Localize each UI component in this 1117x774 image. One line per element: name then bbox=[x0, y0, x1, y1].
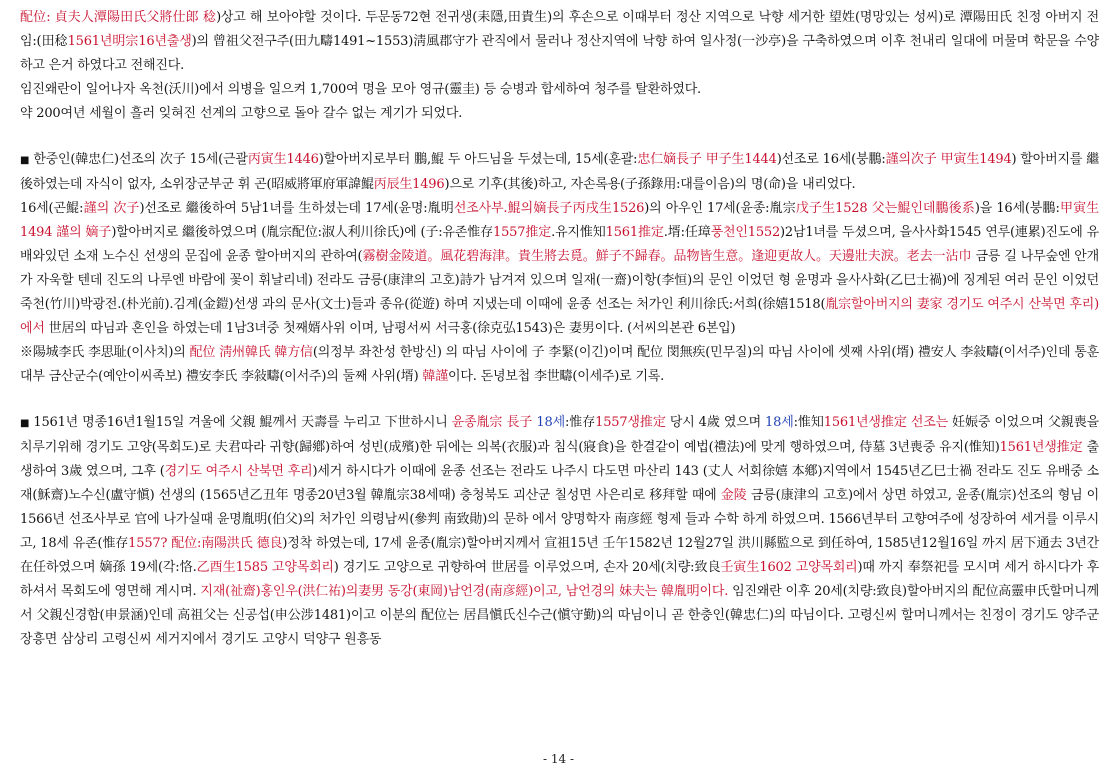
text-segment: 약 200여년 세월이 흘러 잊혀진 선계의 고향으로 돌아 갈수 없는 계기가 되었다. bbox=[20, 106, 463, 121]
paragraph-2 bbox=[20, 78, 1099, 102]
text-segment: .유지惟知 bbox=[551, 225, 606, 240]
text-segment: 1561推定 bbox=[605, 225, 664, 240]
text-segment: )의 아우인 17세(윤종:胤宗 bbox=[644, 201, 796, 216]
text-segment: )의 曾祖父전구주(田九疇1491~1553)淸風郡守가 관직에서 물러나 정산지역에 낙향 하여 일사정(一沙亭)을 구축하였으며 이후 천내리 일대에 머물며 학문을 수양하고 은거 하였다고 전해진다. bbox=[20, 34, 1099, 73]
text-segment: 金陵 bbox=[720, 488, 747, 503]
text-segment: 1557推定 bbox=[493, 225, 552, 240]
text-segment: 配位 淸州韓氏 韓方信 bbox=[189, 345, 313, 360]
text-segment: ※陽城李氏 李思耻(이사치)의 bbox=[20, 345, 190, 360]
paragraph-4 bbox=[20, 148, 1099, 197]
text-segment: :惟知 bbox=[793, 415, 824, 430]
text-segment: (의정부 좌찬성 한방신) 의 따님 사이에 子 李緊(이긴)이며 配位 閔無疾(민무질)의 따님 사이에 셋째 사위(壻) 禮安人 李敍疇(이서주)인데 통훈대부 금산군수(예안이씨족보) 禮安李氏 李敍疇(이서주)의 둘째 사위(壻) bbox=[20, 345, 1099, 384]
text-segment: 1557생推定 bbox=[595, 415, 666, 430]
text-segment: )선조로 16세(붕鵬: bbox=[776, 152, 886, 167]
text-segment: ) 경기도 고양으로 귀향하여 世居를 이루었으며, 손자 20세(치량:致良 bbox=[333, 560, 721, 575]
text-segment: )세거 하시다가 이때에 윤종 선조는 전라도 나주시 다도면 마산리 143 (丈人 서회徐嬉 本鄕)지역에서 1545년乙巳士禍 전라도 진도 유배중 소재(穌齋)노수신(盧守愼) 선생의 (1565년乙丑年 명종20년3월 韓胤宗38세때) 충청북도 괴산군 칠성면 사은리로 移拜할 때에 bbox=[20, 464, 1099, 503]
text-segment: 壬寅生1602 고양목회리 bbox=[720, 560, 858, 575]
text-segment: 한중인(韓忠仁)선조의 次子 15세(근괄 bbox=[33, 152, 248, 167]
text-segment: 霧樹金陵道。風花碧海津。貴生將去覓。鮮子不歸春。品物皆生意。逢迎更故人。天邊壯夫淚。老去一沾巾 bbox=[362, 249, 972, 264]
text-segment: :惟存 bbox=[564, 415, 596, 430]
text-segment: )으로 기후(其後)하고, 자손록용(子孫錄用:대를이음)의 명(命)을 내리었다. bbox=[444, 177, 856, 192]
text-segment: )때 까지 奉祭祀를 모시며 세거 하시다가 후 하셔서 목회도에 영면해 계시며. bbox=[20, 560, 1099, 599]
text-segment: )정착 하였는데, 17세 윤종(胤宗)할아버지께서 宣祖15년 壬午1582년 12월27일 洪川縣監으로 到任하여, 1585년12월16일 까지 居下通去 3년간 在任하였으며 嫡孫 19세(각:恪. bbox=[20, 536, 1100, 575]
text-segment: 금릉(康津의 고호)에서 상면 하였고, 윤종(胤宗)선조의 형님 이 1566년 선조사부로 官에 나가실때 윤명胤明(伯父)의 처가인 의령남씨(參判 南致勛)의 문하 에서 양명학자 南彦經 형제 들과 수학 하게 하였으며. 1566년부터 고향여주에 성장하여 세거를 이루시고, 18세 유존(惟存 bbox=[20, 488, 1099, 551]
text-segment: 윤종胤宗 長子 bbox=[451, 415, 533, 430]
text-segment: 16세(곤鯤: bbox=[20, 201, 84, 216]
text-segment: 18세 bbox=[765, 415, 794, 430]
text-segment: 풍천인1552 bbox=[710, 225, 781, 240]
paragraph-6 bbox=[20, 341, 1099, 389]
text-segment: 丙辰生1496 bbox=[373, 177, 445, 192]
text-segment: 戊子生1528 父는鯤인데鵬後系 bbox=[795, 201, 975, 216]
paragraph-1 bbox=[20, 6, 1099, 78]
text-segment: 甲寅生1494 謹의 嫡子 bbox=[20, 201, 1099, 240]
text-segment: 胤宗할아버지의 妻家 경기도 여주시 산북면 후리)에서 bbox=[20, 297, 1099, 336]
text-segment: 경기도 여주시 산북면 후리 bbox=[164, 464, 313, 479]
text-segment: .壻:任璋 bbox=[663, 225, 711, 240]
text-segment: 妊娠중 이었으며 父親喪을 치루기위해 경기도 고양(목회도)로 夫君따라 귀향(歸鄕)하여 성빈(成殯)한 뒤에는 의복(衣服)과 침식(寢食)을 한결같이 예법(禮法)에 맞게 행하였으며, 侍墓 3년喪중 유지(惟知) bbox=[20, 415, 1100, 455]
text-segment: 1561년생推定 bbox=[999, 440, 1083, 455]
bullet-icon: ■ bbox=[20, 155, 30, 166]
text-segment: 1561년明宗16년출생 bbox=[67, 34, 192, 49]
text-segment: 忠仁嫡長子 甲子生1444 bbox=[637, 152, 777, 167]
text-segment: 선조사부.鯤의嫡長子丙戌生1526 bbox=[453, 201, 645, 216]
paragraph-5 bbox=[20, 197, 1099, 341]
text-segment: )선조로 繼後하여 5남1녀를 生하셨는데 17세(윤명:胤明 bbox=[139, 201, 454, 216]
text-segment: )상고 해 보아야할 것이다. 두문동72현 전귀생(耒隱,田貴生)의 후손으로 이때부터 정산 지역으로 낙향 세거한 望姓(명망있는 성씨)로 潭陽田氏 친정 아버지 전임:(田稔 bbox=[20, 10, 1099, 49]
text-segment: 1561년생推定 선조는 bbox=[823, 415, 948, 430]
text-segment: 世居의 따님과 혼인을 하였는데 1남3녀중 첫째婿사위 이며, 남평서씨 서극홍(徐克弘1543)은 妻男이다. (서씨의본관 6본입) bbox=[44, 321, 736, 336]
page-number: - 14 - bbox=[542, 752, 574, 766]
text-segment: 1561년 명종16년1월15일 겨울에 父親 鯤께서 天壽를 누리고 下世하시니 bbox=[33, 415, 452, 430]
text-segment: 임진왜란 이후 20세(치량:致良)할아버지의 配位高靈申氏할머니께서 父親신경함(申景涵)인데 高祖父는 신공섭(申公涉1481)이고 이분의 配位는 居昌愼氏신수근(愼守勤)의 따님이니 곧 한충인(韓忠仁)의 따님이다. 고령신씨 할머니께서는 친정이 경기도 양주군 장흥면 삼상리 고령신씨 세거지에서 경기도 고양시 덕양구 원흥동 bbox=[20, 584, 1099, 647]
text-segment: )을 16세(붕鵬: bbox=[974, 201, 1060, 216]
text-segment: )2남1녀를 두셨으며, 을사사화1545 연루(連累)진도에 유배와있던 소재 노수신 선생의 문집에 윤종 할아버지의 관하여( bbox=[20, 225, 1099, 264]
text-segment: 乙酉生1585 고양목회리 bbox=[196, 560, 334, 575]
bullet-icon: ■ bbox=[20, 418, 30, 429]
paragraph-7 bbox=[20, 411, 1099, 652]
text-segment: 출생하여 3歲 였으며, 그후 ( bbox=[20, 440, 1099, 479]
text-segment: 임진왜란이 일어나자 옥천(沃川)에서 의병을 일으켜 1,700여 명을 모아 영규(靈圭) 등 승병과 합세하여 청주를 탈환하였다. bbox=[20, 82, 701, 97]
text-segment: )할아버지로 繼後하였으며 (胤宗配位:淑人利川徐氏)에 (子:유존惟存 bbox=[111, 225, 494, 240]
text-segment: 이다. 돈녕보첩 李世疇(이세주)로 기록. bbox=[448, 369, 665, 384]
text-segment: ) 할아버지를 繼後하였는데 자식이 없자, 소위장군부군 휘 곤(昭威將軍府軍諱鯤 bbox=[20, 152, 1100, 192]
text-segment: 1557? 配位:南陽洪氏 德良 bbox=[128, 536, 283, 551]
text-segment: 당시 4歲 였으며 bbox=[665, 415, 766, 430]
text-segment: 謹의 次子 bbox=[83, 201, 140, 216]
text-segment: 丙寅生1446 bbox=[247, 152, 319, 167]
text-segment: 配位: 貞夫人潭陽田氏父將仕郎 稔 bbox=[20, 10, 217, 25]
text-segment: 韓謹 bbox=[422, 369, 448, 384]
document-body bbox=[20, 6, 1099, 652]
text-segment: )할아버지로부터 鵬,鯤 두 아드님을 두셨는데, 15세(훈괄: bbox=[318, 152, 638, 167]
paragraph-3 bbox=[20, 102, 1099, 126]
text-segment: 지재(祉齋)홍인우(洪仁祐)의妻男 동강(東岡)남언경(南彦經)이고, 남언경의 妹夫는 韓胤明이다. bbox=[200, 584, 729, 599]
text-segment: 18세 bbox=[536, 415, 565, 430]
text-segment: 謹의次子 甲寅生1494 bbox=[885, 152, 1012, 167]
text-segment: 금릉 길 나무숲엔 안개가 자욱할 텐데 진도의 나루엔 바람에 꽃이 휘날리네) 전라도 금릉(康津의 고호)詩가 남겨져 있으며 일재(一齋)이항(李恒)의 문인 이었던 형 윤명과 을사사화(乙巳士禍)에 징계된 여러 문인 이었던 죽천(竹川)박광전.(朴光前).김계(金鎧)선생 과의 문사(文士)들과 종유(從遊) 하며 지냈는데 이때에 윤종 선조는 처가인 利川徐氏:서희(徐嬉1518( bbox=[20, 249, 1100, 312]
